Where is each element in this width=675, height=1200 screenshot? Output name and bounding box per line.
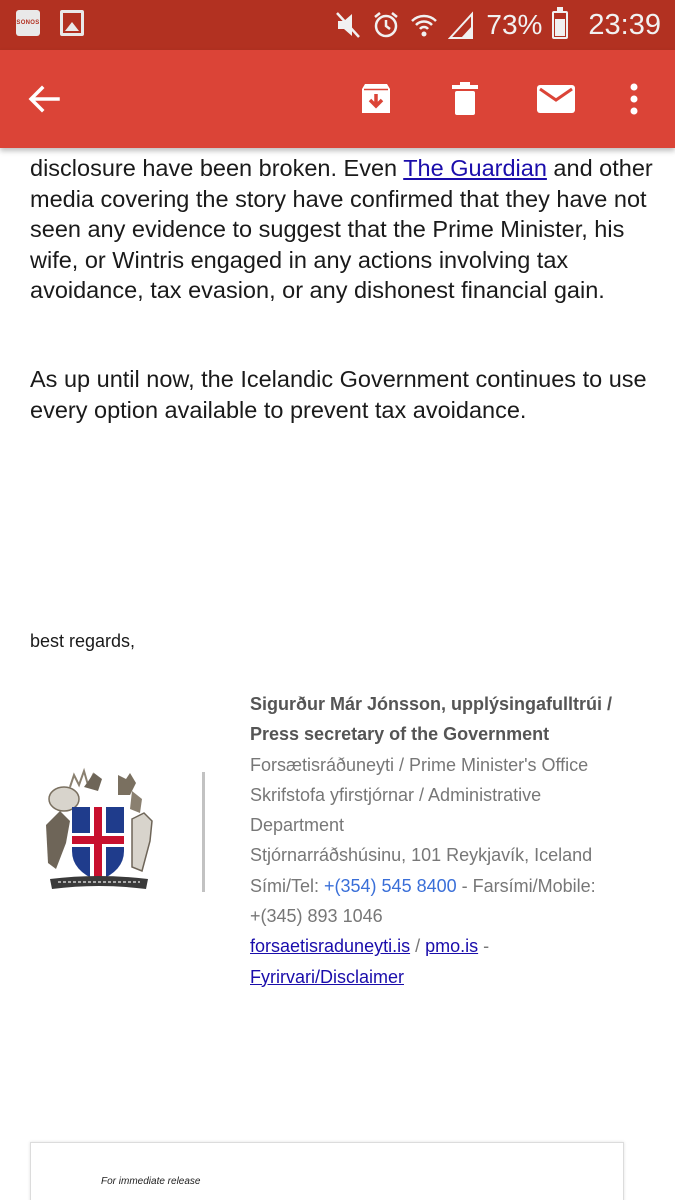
link-separator: -	[478, 936, 490, 957]
disclaimer-link[interactable]: Fyrirvari/Disclaimer	[250, 966, 404, 987]
signature-mobile: +(345) 893 1046	[250, 906, 383, 927]
attachment-text: For immediate release	[101, 1176, 201, 1187]
signature-phone-line	[250, 871, 660, 901]
signature-dept: Skrifstofa yfirstjórnar / Administrative	[250, 784, 542, 805]
signature-org: Forsætisráðuneyti / Prime Minister's Office	[250, 754, 589, 775]
closing-text: best regards,	[30, 631, 136, 651]
battery-icon	[552, 11, 568, 39]
signature-name: Sigurður Már Jónsson, upplýsingafulltrúi /	[250, 694, 613, 714]
archive-icon	[358, 81, 394, 117]
forsaetisraduneyti-link[interactable]: forsaetisraduneyti.is	[250, 936, 411, 957]
sonos-icon: SONOS	[16, 10, 40, 36]
mute-icon	[334, 10, 362, 40]
tel-label: Sími/Tel:	[250, 875, 325, 896]
more-options-button[interactable]	[606, 50, 662, 148]
attachment-preview[interactable]	[30, 1142, 624, 1200]
email-signature	[250, 689, 660, 992]
paragraph-1-rest: and other media covering the story have confirmed that they have not seen any evidence to suggest that the Prime Minister, his wife, or Wintris engaged in any actions involving tax avoidance, tax evasion, or any dishonest financial gain.	[30, 155, 653, 303]
gallery-icon	[60, 10, 84, 36]
clock: 23:39	[588, 8, 661, 41]
mobile-label: - Farsími/Mobile:	[456, 875, 596, 896]
delete-icon	[449, 81, 481, 117]
signature-links	[250, 931, 660, 961]
alarm-icon	[372, 10, 400, 40]
body-paragraph-2: As up until now, the Icelandic Government continues to use every option available to prevent tax avoidance.	[30, 366, 647, 423]
wifi-icon	[410, 10, 438, 40]
mark-unread-button[interactable]	[526, 50, 586, 148]
delete-button[interactable]	[437, 50, 493, 148]
guardian-link[interactable]: The Guardian	[403, 155, 547, 181]
archive-button[interactable]	[348, 50, 404, 148]
signature-divider	[202, 772, 205, 892]
signature-title: Press secretary of the Government	[250, 724, 550, 745]
signature-dept-cont: Department	[250, 815, 345, 836]
action-bar	[0, 50, 675, 148]
pmo-link[interactable]: pmo.is	[425, 936, 479, 957]
battery-percentage: 73%	[486, 9, 543, 40]
signature-disclaimer-line	[250, 962, 660, 992]
government-crest-icon	[36, 765, 162, 897]
phone-link[interactable]: +(354) 545 8400	[324, 875, 457, 896]
link-separator: /	[410, 936, 426, 957]
back-button[interactable]	[14, 50, 74, 148]
status-bar	[0, 0, 675, 50]
mark-unread-icon	[536, 83, 576, 115]
more-vert-icon	[628, 82, 640, 116]
paragraph-1-start: disclosure have been broken. Even	[30, 155, 404, 181]
signal-icon	[448, 10, 476, 40]
body-paragraph-1	[30, 153, 660, 306]
back-arrow-icon	[26, 81, 62, 117]
signature-address: Stjórnarráðshúsinu, 101 Reykjavík, Iceland	[250, 845, 593, 866]
